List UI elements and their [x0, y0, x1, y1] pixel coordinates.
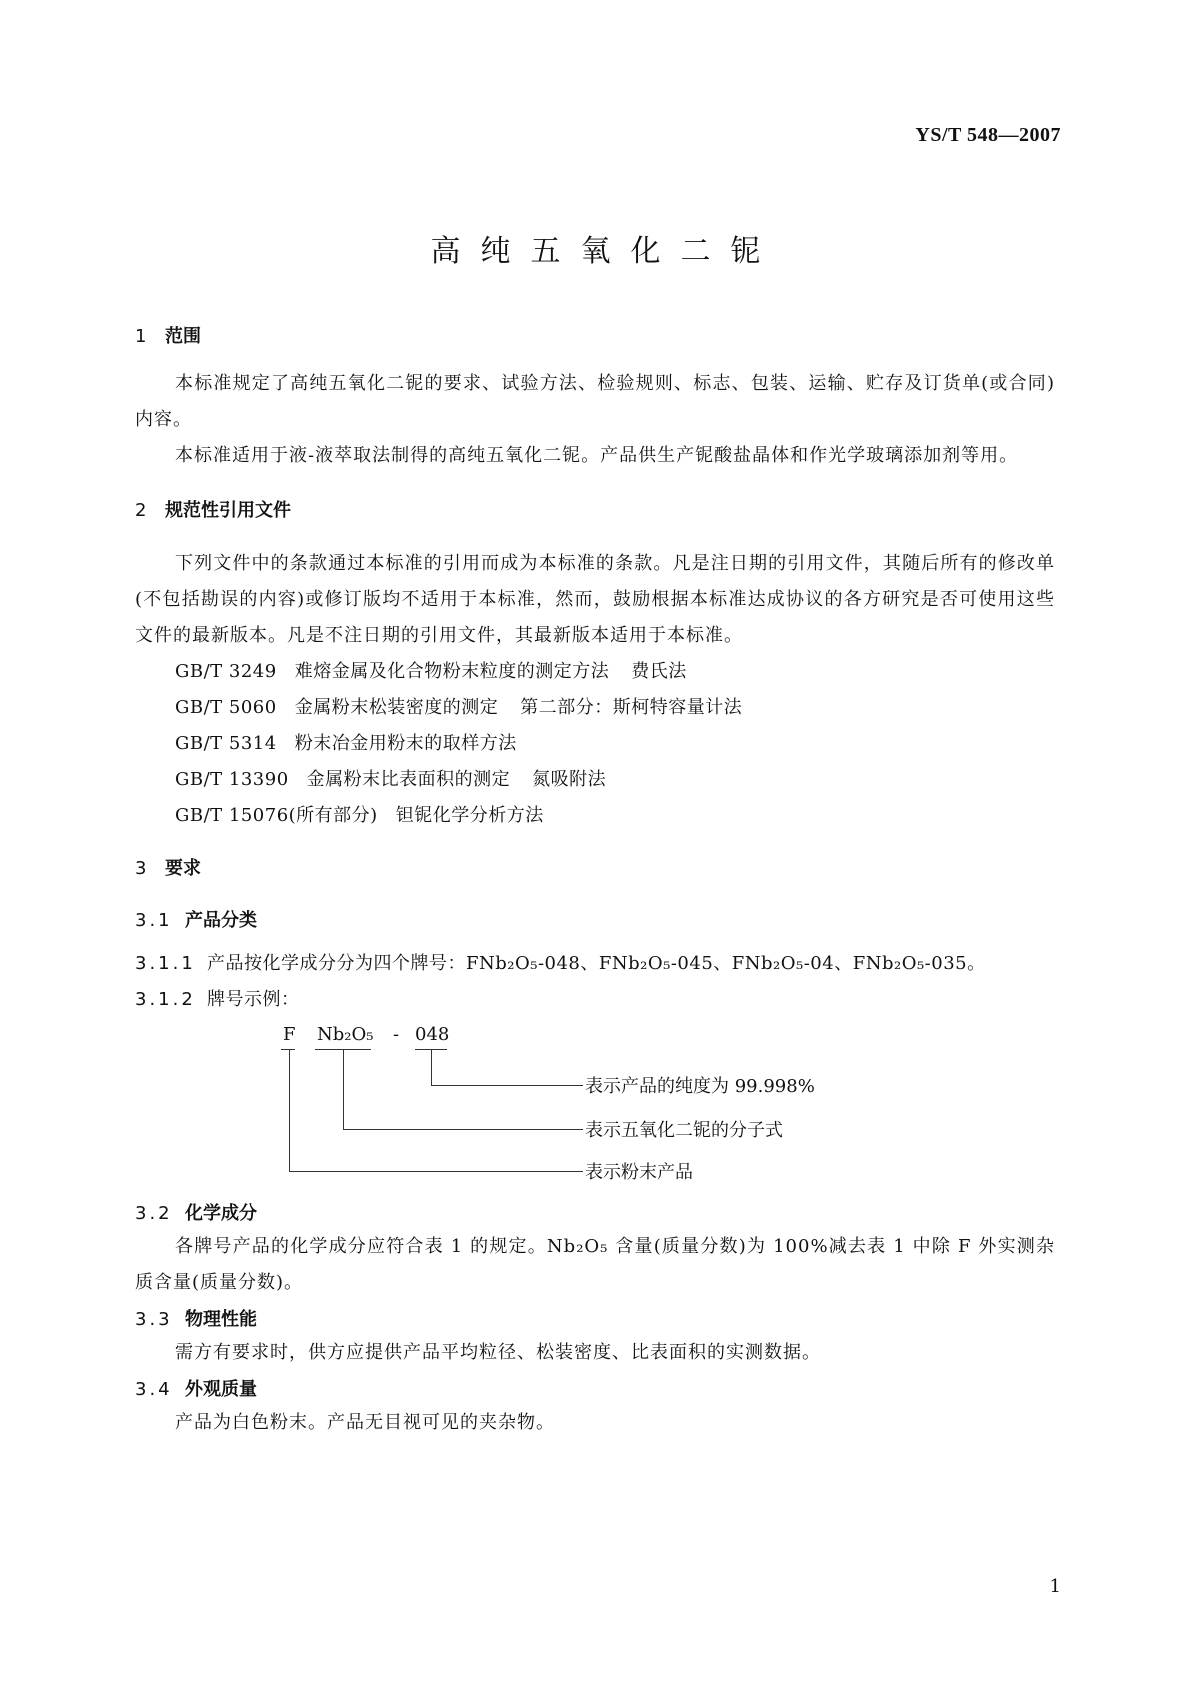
- paragraph: 各牌号产品的化学成分应符合表 1 的规定。Nb₂O₅ 含量(质量分数)为 100%减去表 1 中除 F 外实测杂质含量(质量分数)。: [135, 1236, 1055, 1293]
- section-2-heading: [135, 496, 1055, 522]
- subsection-3-3-heading: 3.3 物理性能: [135, 1309, 257, 1330]
- subsection-3-1-2: 3.1.2 牌号示例：: [135, 989, 300, 1010]
- section-number: 2: [135, 500, 147, 521]
- designation-part-formula: Nb₂O₅: [317, 1024, 374, 1045]
- paragraph: 下列文件中的条款通过本标准的引用而成为本标准的条款。凡是注日期的引用文件，其随后所有的修改单(不包括勘误的内容)或修订版均不适用于本标准，然而，鼓励根据本标准达成协议的各方研究是否可使用这些文件的最新版本。凡是不注日期的引用文件，其最新版本适用于本标准。: [135, 553, 1055, 646]
- label-purity: 表示产品的纯度为 99.998%: [585, 1076, 815, 1097]
- reference-item: GB/T 13390 金属粉末比表面积的测定 氮吸附法: [175, 769, 607, 790]
- connector-line: [431, 1085, 583, 1086]
- connector-line: [343, 1129, 583, 1130]
- section-number: 1: [135, 326, 147, 347]
- reference-item: GB/T 15076(所有部分) 钽铌化学分析方法: [175, 805, 544, 826]
- section-1-heading: [135, 322, 1055, 348]
- connector-line: [343, 1049, 344, 1129]
- reference-item: GB/T 5314 粉末冶金用粉末的取样方法: [175, 733, 517, 754]
- paragraph: 本标准适用于液-液萃取法制得的高纯五氧化二铌。产品供生产铌酸盐晶体和作光学玻璃添加剂等用。: [175, 445, 1019, 466]
- connector-line: [431, 1049, 432, 1085]
- paragraph: 需方有要求时，供方应提供产品平均粒径、松装密度、比表面积的实测数据。: [175, 1342, 821, 1363]
- designation-part-f: F: [283, 1024, 296, 1045]
- page-number: 1: [1049, 1576, 1061, 1597]
- paragraph: 产品为白色粉末。产品无目视可见的夹杂物。: [175, 1412, 555, 1433]
- reference-list: [135, 654, 1055, 834]
- reference-item: GB/T 5060 金属粉末松装密度的测定 第二部分：斯柯特容量计法: [175, 697, 743, 718]
- designation-part-number: 048: [415, 1024, 450, 1045]
- label-powder: 表示粉末产品: [585, 1162, 693, 1183]
- paragraph: 本标准规定了高纯五氧化二铌的要求、试验方法、检验规则、标志、包装、运输、贮存及订货单(或合同)内容。: [135, 373, 1055, 430]
- connector-line: [289, 1171, 583, 1172]
- standard-code: YS/T 548—2007: [915, 124, 1061, 146]
- subsection-3-1-heading: 3.1 产品分类: [135, 910, 257, 931]
- document-body: [135, 322, 1055, 1441]
- section-title: 范围: [165, 326, 201, 347]
- section-number: 3: [135, 858, 147, 879]
- grade-designation-diagram: [135, 1024, 1055, 1199]
- section-title: 规范性引用文件: [165, 500, 291, 521]
- section-title: 要求: [165, 858, 201, 879]
- subsection-3-2-heading: 3.2 化学成分: [135, 1203, 257, 1224]
- designation-part-dash: -: [393, 1024, 400, 1045]
- subsection-3-4-heading: 3.4 外观质量: [135, 1379, 257, 1400]
- subsection-3-1-1: 3.1.1 产品按化学成分分为四个牌号：FNb₂O₅-048、FNb₂O₅-045、FNb₂O₅-04、FNb₂O₅-035。: [135, 953, 986, 974]
- reference-item: GB/T 3249 难熔金属及化合物粉末粒度的测定方法 费氏法: [175, 661, 687, 682]
- label-formula: 表示五氧化二铌的分子式: [585, 1120, 783, 1141]
- connector-line: [289, 1049, 290, 1171]
- section-3-heading: [135, 854, 1055, 880]
- document-title: 高纯五氧化二铌: [430, 234, 781, 269]
